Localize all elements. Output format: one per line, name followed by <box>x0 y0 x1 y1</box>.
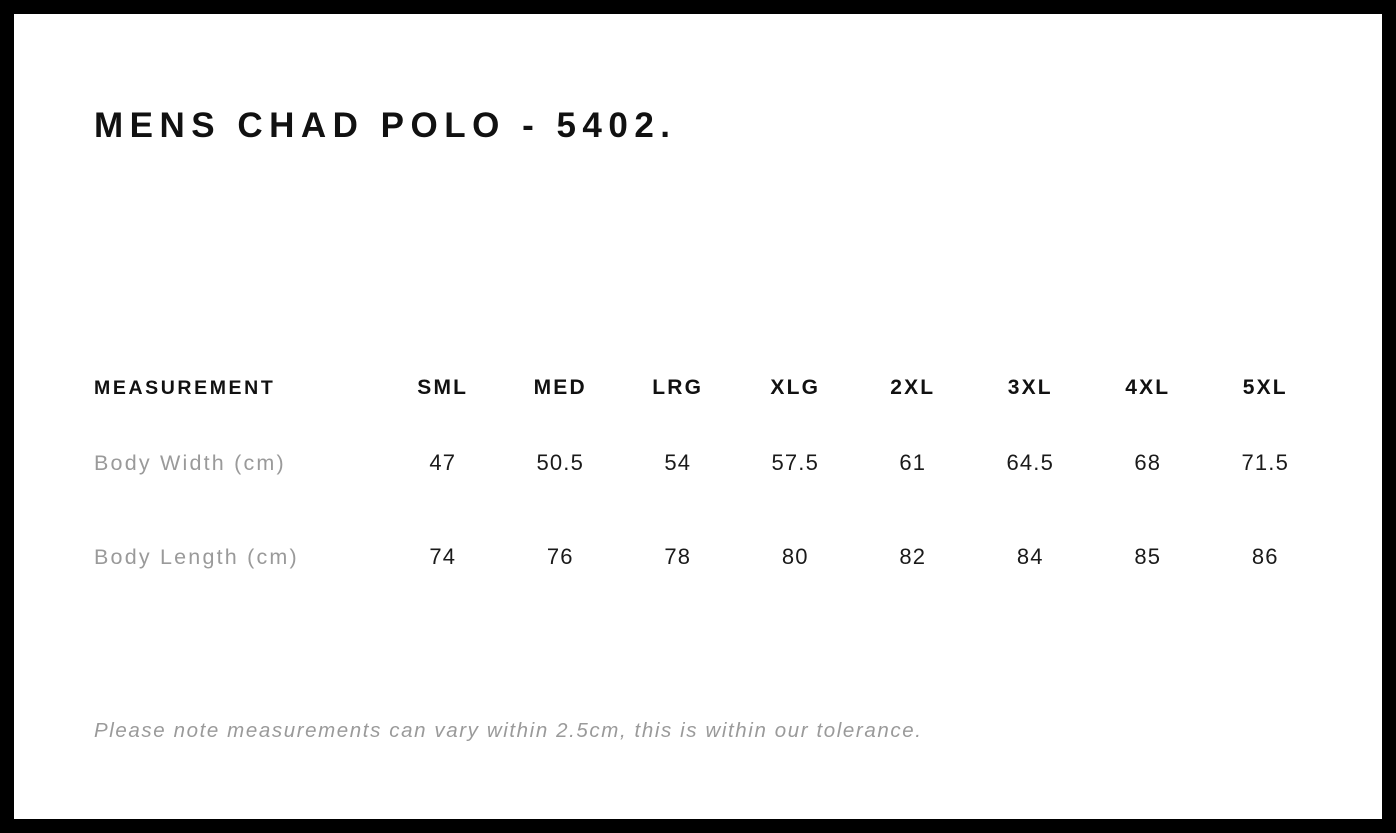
cell-body-length-xlg: 80 <box>781 544 809 569</box>
spacer-cell <box>854 284 972 360</box>
spacer-cell <box>502 604 620 680</box>
cell-body-width-xlg: 57.5 <box>771 450 820 475</box>
cell-body-length-3xl: 84 <box>1016 544 1044 569</box>
size-table-container <box>94 284 1324 680</box>
spacer-cell <box>94 284 384 360</box>
spacer-cell-divider <box>384 284 502 360</box>
cell-body-length-med: 76 <box>546 544 574 569</box>
row-label-body-width: Body Width (cm) <box>94 450 286 475</box>
spacer-cell <box>972 284 1090 360</box>
table-bottom-spacer-row <box>94 604 1324 680</box>
cell-body-length-5xl: 86 <box>1251 544 1279 569</box>
tolerance-note: Please note measurements can vary within 2.5cm, this is within our tolerance. <box>94 719 923 742</box>
table-header-row <box>94 360 1324 416</box>
table-row <box>94 510 1324 604</box>
cell-body-length-4xl: 85 <box>1134 544 1162 569</box>
cell-body-length-lrg: 78 <box>664 544 692 569</box>
spacer-cell <box>737 284 855 360</box>
column-header-size-5xl: 5XL <box>1242 376 1288 399</box>
spacer-cell <box>1207 284 1325 360</box>
cell-body-length-2xl: 82 <box>899 544 927 569</box>
spacer-cell <box>854 604 972 680</box>
size-chart-page <box>14 14 1382 819</box>
spacer-cell <box>94 604 384 680</box>
column-header-size-4xl: 4XL <box>1125 376 1171 399</box>
cell-body-width-lrg: 54 <box>664 450 692 475</box>
spacer-cell <box>1089 604 1207 680</box>
column-header-measurement: MEASUREMENT <box>94 376 276 399</box>
row-label-body-length: Body Length (cm) <box>94 544 299 569</box>
column-header-size-2xl: 2XL <box>890 376 936 399</box>
column-header-size-lrg: LRG <box>652 376 704 399</box>
column-header-size-3xl: 3XL <box>1007 376 1053 399</box>
cell-body-width-3xl: 64.5 <box>1006 450 1055 475</box>
column-header-size-xlg: XLG <box>770 376 821 399</box>
spacer-cell <box>1207 604 1325 680</box>
size-table <box>94 284 1324 680</box>
column-header-size-med: MED <box>533 376 587 399</box>
spacer-cell-divider <box>384 604 502 680</box>
spacer-cell <box>1089 284 1207 360</box>
spacer-cell <box>619 284 737 360</box>
table-row <box>94 416 1324 510</box>
cell-body-width-4xl: 68 <box>1134 450 1162 475</box>
column-header-size-sml: SML <box>417 376 469 399</box>
cell-body-width-2xl: 61 <box>899 450 927 475</box>
cell-body-length-sml: 74 <box>429 544 457 569</box>
spacer-cell <box>972 604 1090 680</box>
spacer-cell <box>737 604 855 680</box>
cell-body-width-sml: 47 <box>429 450 457 475</box>
cell-body-width-5xl: 71.5 <box>1241 450 1290 475</box>
spacer-cell <box>502 284 620 360</box>
page-title: MENS CHAD POLO - 5402. <box>94 106 677 145</box>
spacer-cell <box>619 604 737 680</box>
cell-body-width-med: 50.5 <box>536 450 585 475</box>
table-top-spacer-row <box>94 284 1324 360</box>
